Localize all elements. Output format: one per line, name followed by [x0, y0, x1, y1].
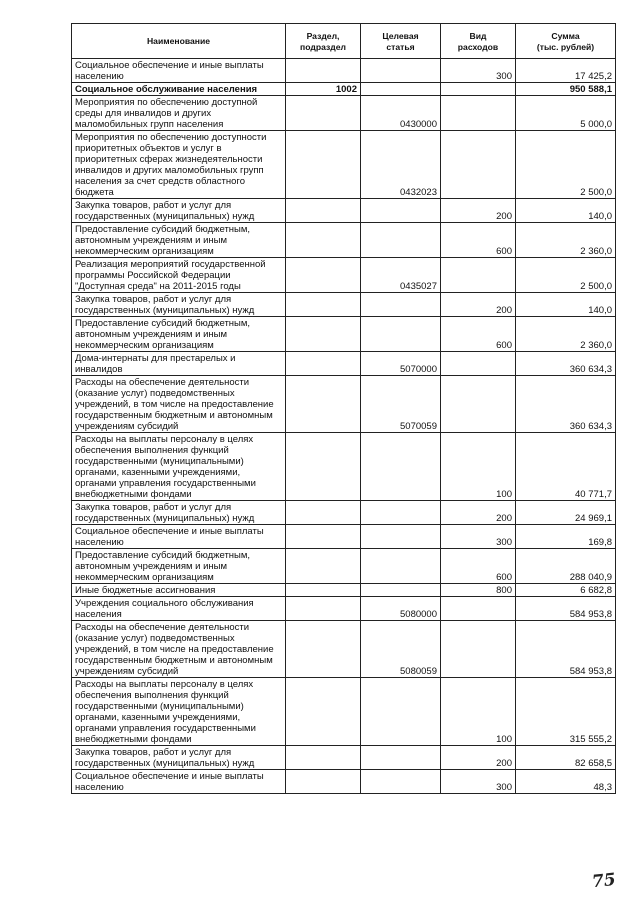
cell-summa: 24 969,1 [516, 501, 616, 525]
cell-vid: 200 [441, 293, 516, 317]
cell-summa: 5 000,0 [516, 96, 616, 131]
cell-statya [361, 293, 441, 317]
cell-name: Закупка товаров, работ и услуг для государственных (муниципальных) нужд [72, 501, 286, 525]
cell-statya [361, 584, 441, 597]
cell-statya: 5070059 [361, 376, 441, 433]
cell-summa: 288 040,9 [516, 549, 616, 584]
table-row [72, 501, 616, 525]
table-row [72, 597, 616, 621]
cell-vid [441, 258, 516, 293]
cell-vid: 800 [441, 584, 516, 597]
cell-vid [441, 96, 516, 131]
cell-summa: 360 634,3 [516, 352, 616, 376]
cell-summa: 2 360,0 [516, 223, 616, 258]
cell-vid [441, 597, 516, 621]
table-body [72, 59, 616, 794]
cell-statya [361, 59, 441, 83]
page-number: 75 [591, 869, 617, 893]
cell-vid: 300 [441, 525, 516, 549]
cell-razdel [286, 293, 361, 317]
cell-summa: 584 953,8 [516, 597, 616, 621]
cell-razdel [286, 621, 361, 678]
table-row [72, 376, 616, 433]
cell-name: Расходы на обеспечение деятельности (оказание услуг) подведомственных учреждений, в том числе на предоставление государственным бюджетным и автономным учреждениям субсидий [72, 621, 286, 678]
cell-name: Социальное обслуживание населения [72, 83, 286, 96]
cell-summa: 6 682,8 [516, 584, 616, 597]
cell-statya [361, 770, 441, 794]
header-razdel: Раздел, подраздел [286, 24, 361, 59]
cell-statya: 0430000 [361, 96, 441, 131]
cell-razdel [286, 525, 361, 549]
cell-razdel [286, 678, 361, 746]
cell-statya [361, 549, 441, 584]
cell-statya [361, 199, 441, 223]
cell-summa: 584 953,8 [516, 621, 616, 678]
cell-vid: 100 [441, 678, 516, 746]
cell-name: Социальное обеспечение и иные выплаты населению [72, 59, 286, 83]
cell-vid: 200 [441, 501, 516, 525]
cell-name: Расходы на выплаты персоналу в целях обеспечения выполнения функций государственными (муниципальными) органами, казенными учреждениями, органами управления государственными внебюджетными фондами [72, 678, 286, 746]
cell-name: Реализация мероприятий государственной программы Российской Федерации "Доступная среда" на 2011-2015 годы [72, 258, 286, 293]
cell-statya [361, 678, 441, 746]
cell-vid [441, 83, 516, 96]
cell-vid: 600 [441, 317, 516, 352]
cell-razdel [286, 352, 361, 376]
cell-statya [361, 501, 441, 525]
cell-statya: 5070000 [361, 352, 441, 376]
cell-razdel [286, 317, 361, 352]
cell-statya [361, 83, 441, 96]
table-row [72, 746, 616, 770]
table-row [72, 770, 616, 794]
cell-statya [361, 223, 441, 258]
cell-summa: 40 771,7 [516, 433, 616, 501]
cell-name: Расходы на выплаты персоналу в целях обеспечения выполнения функций государственными (муниципальными) органами, казенными учреждениями, органами управления государственными внебюджетными фондами [72, 433, 286, 501]
table-row [72, 223, 616, 258]
cell-statya [361, 433, 441, 501]
cell-name: Иные бюджетные ассигнования [72, 584, 286, 597]
table-row [72, 584, 616, 597]
cell-vid: 300 [441, 59, 516, 83]
cell-razdel [286, 376, 361, 433]
table-row [72, 678, 616, 746]
cell-statya: 0432023 [361, 131, 441, 199]
table-row [72, 621, 616, 678]
cell-statya [361, 525, 441, 549]
cell-summa: 169,8 [516, 525, 616, 549]
table-row [72, 293, 616, 317]
cell-name: Предоставление субсидий бюджетным, автономным учреждениям и иным некоммерческим организациям [72, 223, 286, 258]
cell-name: Закупка товаров, работ и услуг для государственных (муниципальных) нужд [72, 293, 286, 317]
header-name: Наименование [72, 24, 286, 59]
cell-razdel [286, 501, 361, 525]
cell-statya: 5080059 [361, 621, 441, 678]
cell-vid [441, 376, 516, 433]
cell-summa: 360 634,3 [516, 376, 616, 433]
cell-statya [361, 746, 441, 770]
cell-summa: 140,0 [516, 199, 616, 223]
cell-name: Социальное обеспечение и иные выплаты населению [72, 525, 286, 549]
cell-summa: 2 360,0 [516, 317, 616, 352]
table-row [72, 525, 616, 549]
cell-name: Расходы на обеспечение деятельности (оказание услуг) подведомственных учреждений, в том числе на предоставление государственным бюджетным и автономным учреждениям субсидий [72, 376, 286, 433]
table-row [72, 59, 616, 83]
cell-name: Социальное обеспечение и иные выплаты населению [72, 770, 286, 794]
cell-summa: 2 500,0 [516, 131, 616, 199]
cell-razdel [286, 96, 361, 131]
table-row [72, 352, 616, 376]
cell-name: Учреждения социального обслуживания населения [72, 597, 286, 621]
cell-razdel [286, 584, 361, 597]
cell-razdel [286, 199, 361, 223]
cell-vid: 200 [441, 199, 516, 223]
cell-razdel [286, 433, 361, 501]
cell-vid [441, 621, 516, 678]
cell-vid: 200 [441, 746, 516, 770]
cell-razdel [286, 59, 361, 83]
cell-name: Мероприятия по обеспечению доступной среды для инвалидов и других маломобильных групп населения [72, 96, 286, 131]
cell-razdel [286, 258, 361, 293]
cell-statya [361, 317, 441, 352]
table-row [72, 549, 616, 584]
table-row [72, 258, 616, 293]
header-statya: Целевая статья [361, 24, 441, 59]
cell-name: Предоставление субсидий бюджетным, автономным учреждениям и иным некоммерческим организациям [72, 317, 286, 352]
cell-vid: 100 [441, 433, 516, 501]
cell-razdel [286, 223, 361, 258]
cell-vid [441, 352, 516, 376]
cell-vid: 600 [441, 223, 516, 258]
cell-summa: 82 658,5 [516, 746, 616, 770]
cell-razdel [286, 549, 361, 584]
cell-summa: 17 425,2 [516, 59, 616, 83]
cell-summa: 2 500,0 [516, 258, 616, 293]
header-vid: Вид расходов [441, 24, 516, 59]
table-row [72, 433, 616, 501]
cell-razdel [286, 770, 361, 794]
cell-statya: 0435027 [361, 258, 441, 293]
header-row [72, 24, 616, 59]
cell-name: Предоставление субсидий бюджетным, автономным учреждениям и иным некоммерческим организациям [72, 549, 286, 584]
cell-name: Закупка товаров, работ и услуг для государственных (муниципальных) нужд [72, 746, 286, 770]
cell-razdel: 1002 [286, 83, 361, 96]
cell-summa: 48,3 [516, 770, 616, 794]
table-row [72, 96, 616, 131]
table-row [72, 317, 616, 352]
cell-name: Дома-интернаты для престарелых и инвалидов [72, 352, 286, 376]
cell-razdel [286, 597, 361, 621]
cell-razdel [286, 131, 361, 199]
cell-vid: 600 [441, 549, 516, 584]
cell-summa: 950 588,1 [516, 83, 616, 96]
cell-summa: 140,0 [516, 293, 616, 317]
cell-vid: 300 [441, 770, 516, 794]
cell-razdel [286, 746, 361, 770]
cell-summa: 315 555,2 [516, 678, 616, 746]
cell-statya: 5080000 [361, 597, 441, 621]
table-row [72, 83, 616, 96]
cell-name: Закупка товаров, работ и услуг для государственных (муниципальных) нужд [72, 199, 286, 223]
table-row [72, 131, 616, 199]
header-summa: Сумма (тыс. рублей) [516, 24, 616, 59]
budget-table [71, 23, 616, 794]
cell-name: Мероприятия по обеспечению доступности приоритетных объектов и услуг в приоритетных сферах жизнедеятельности инвалидов и других маломобильных групп населения за счет средств областного бюджета [72, 131, 286, 199]
cell-vid [441, 131, 516, 199]
table-row [72, 199, 616, 223]
